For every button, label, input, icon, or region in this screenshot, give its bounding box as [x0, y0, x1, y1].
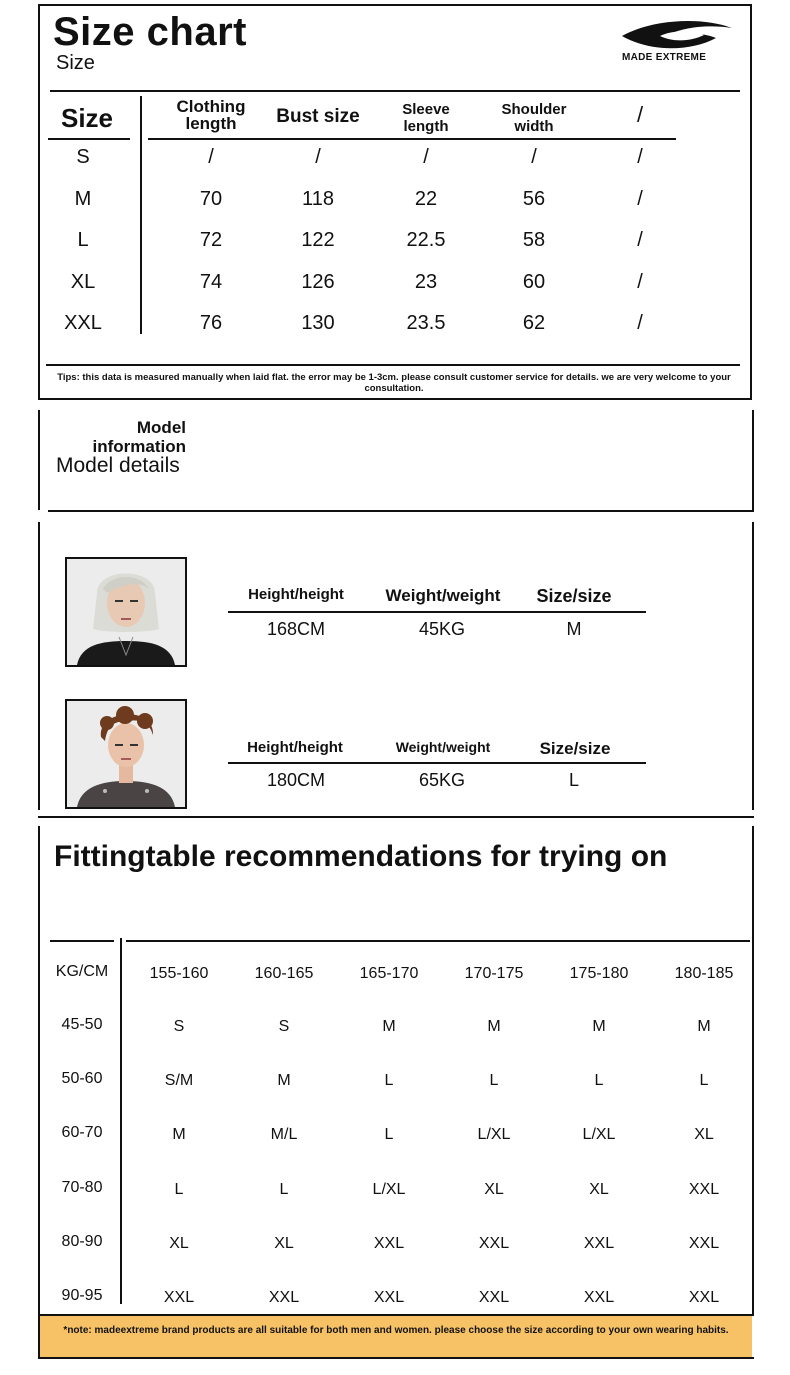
model-header-weight: Weight/weight [395, 739, 491, 755]
size-cell: / [423, 146, 429, 168]
size-cell: 60 [522, 271, 546, 293]
size-label: S [76, 146, 90, 168]
page-subtitle: Size [56, 52, 95, 74]
header-sleeve-length: Sleeve length [402, 101, 450, 135]
size-cell: / [637, 312, 643, 334]
divider [46, 364, 740, 366]
fitting-size-cell: XXL [688, 1181, 720, 1198]
divider [38, 522, 40, 810]
model-header-weight: Weight/weight [385, 586, 501, 605]
fitting-height-header: 160-165 [254, 965, 314, 982]
divider [48, 510, 754, 512]
divider [228, 762, 646, 764]
header-shoulder-width: Shoulder width [501, 101, 567, 135]
fitting-size-cell: XXL [478, 1289, 510, 1306]
fitting-height-header: 180-185 [674, 965, 734, 982]
size-cell: 62 [522, 312, 546, 334]
divider [140, 96, 142, 334]
fitting-size-cell: XL [694, 1126, 714, 1143]
fitting-size-cell: XXL [688, 1235, 720, 1252]
model-photo-female [65, 557, 187, 667]
divider [752, 826, 754, 1316]
fitting-size-cell: L [279, 1181, 289, 1198]
size-cell: 122 [301, 229, 335, 251]
fitting-size-cell: XL [169, 1235, 189, 1252]
size-cell: 22.5 [406, 229, 446, 251]
model-size-value: M [566, 619, 582, 639]
fitting-height-header: 165-170 [359, 965, 419, 982]
fitting-size-cell: L [384, 1072, 394, 1089]
fitting-weight-label: 50-60 [61, 1070, 103, 1087]
model-weight-value: 45KG [418, 619, 466, 639]
tips-text: Tips: this data is measured manually when laid flat. the error may be 1-3cm. please consult customer service for details. we are very welcome to your consultation. [57, 372, 731, 394]
size-cell: 118 [302, 188, 334, 210]
size-cell: / [208, 146, 214, 168]
fitting-size-cell: XL [484, 1181, 504, 1198]
divider [50, 90, 740, 92]
fitting-size-cell: M [592, 1018, 606, 1035]
divider [48, 138, 130, 140]
header-extra: / [636, 102, 644, 127]
model-header-height: Height/height [247, 739, 343, 756]
fitting-size-cell: XL [589, 1181, 609, 1198]
size-cell: / [531, 146, 537, 168]
fitting-size-cell: M [697, 1018, 711, 1035]
model-size-value: L [568, 770, 580, 790]
size-cell: 126 [301, 271, 335, 293]
size-cell: 22 [414, 188, 438, 210]
size-label: XXL [64, 312, 102, 334]
divider [120, 938, 122, 1304]
fitting-size-cell: L [174, 1181, 184, 1198]
fitting-title: Fittingtable recommendations for trying on [54, 840, 668, 873]
header-size: Size [60, 103, 114, 133]
fitting-size-cell: XXL [583, 1289, 615, 1306]
fitting-height-header: 170-175 [464, 965, 524, 982]
model-header-size: Size/size [539, 739, 611, 758]
fitting-size-cell: L [384, 1126, 394, 1143]
model-weight-value: 65KG [418, 770, 466, 790]
fitting-size-cell: S [278, 1018, 290, 1035]
size-cell: 23.5 [406, 312, 446, 334]
size-cell: / [637, 188, 643, 210]
fitting-size-cell: XXL [583, 1235, 615, 1252]
fitting-size-cell: XXL [163, 1289, 195, 1306]
header-bust-size: Bust size [276, 106, 360, 127]
fitting-size-cell: L [699, 1072, 709, 1089]
size-cell: / [315, 146, 321, 168]
note-banner: *note: madeextreme brand products are all suitable for both men and women. please choose the size according to your own wearing habits. [40, 1316, 752, 1358]
page-title: Size chart [53, 10, 247, 54]
size-cell: 56 [522, 188, 546, 210]
divider [750, 4, 752, 400]
divider [38, 1357, 754, 1359]
size-cell: 23 [414, 271, 438, 293]
size-label: XL [70, 271, 96, 293]
fitting-weight-label: 70-80 [61, 1179, 103, 1196]
divider [228, 611, 646, 613]
size-label: M [74, 188, 92, 210]
size-cell: 70 [199, 188, 223, 210]
fitting-height-header: 155-160 [149, 965, 209, 982]
model-header-size: Size/size [536, 586, 612, 606]
fitting-size-cell: L/XL [372, 1181, 406, 1198]
fitting-weight-label: 60-70 [61, 1124, 103, 1141]
size-cell: 74 [199, 271, 223, 293]
model-info-subtitle: Model details [56, 454, 180, 477]
fitting-size-cell: XXL [478, 1235, 510, 1252]
divider [50, 940, 114, 942]
divider [126, 940, 750, 942]
fitting-size-cell: XXL [373, 1289, 405, 1306]
divider [38, 410, 40, 510]
divider [38, 398, 752, 400]
model-height-value: 168CM [266, 619, 326, 639]
model-height-value: 180CM [266, 770, 326, 790]
fitting-size-cell: S [173, 1018, 185, 1035]
size-cell: 72 [199, 229, 223, 251]
size-cell: / [637, 229, 643, 251]
fitting-height-header: 175-180 [569, 965, 629, 982]
fitting-size-cell: XL [274, 1235, 294, 1252]
size-cell: 58 [522, 229, 546, 251]
brand-swoosh-icon [620, 18, 735, 52]
fitting-size-cell: M [382, 1018, 396, 1035]
divider [38, 826, 40, 1358]
model-photo-male [65, 699, 187, 809]
fitting-size-cell: S/M [164, 1072, 194, 1089]
header-clothing-length: Clothing length [176, 97, 246, 133]
fitting-weight-label: 90-95 [61, 1287, 103, 1304]
fitting-weight-label: 80-90 [61, 1233, 103, 1250]
fitting-size-cell: L/XL [477, 1126, 511, 1143]
fitting-size-cell: M/L [270, 1126, 298, 1143]
fitting-size-cell: L [594, 1072, 604, 1089]
model-portrait-female [67, 559, 185, 665]
divider [148, 138, 676, 140]
fitting-size-cell: XXL [268, 1289, 300, 1306]
fitting-size-cell: L [489, 1072, 499, 1089]
divider [38, 4, 752, 6]
divider [752, 410, 754, 510]
model-portrait-male [67, 701, 185, 807]
divider [752, 522, 754, 810]
divider [38, 4, 40, 400]
fitting-size-cell: XXL [373, 1235, 405, 1252]
fitting-corner-label: KG/CM [55, 963, 109, 980]
model-header-height: Height/height [248, 586, 344, 603]
size-cell: 76 [199, 312, 223, 334]
size-cell: 130 [301, 312, 335, 334]
size-cell: / [637, 271, 643, 293]
divider [38, 816, 754, 818]
fitting-size-cell: M [172, 1126, 186, 1143]
fitting-size-cell: XXL [688, 1289, 720, 1306]
brand-name: MADE EXTREME [622, 52, 707, 63]
fitting-size-cell: L/XL [582, 1126, 616, 1143]
size-cell: / [637, 146, 643, 168]
fitting-size-cell: M [277, 1072, 291, 1089]
size-label: L [77, 229, 89, 251]
fitting-weight-label: 45-50 [61, 1016, 103, 1033]
model-info-title: Model information [92, 418, 186, 456]
fitting-size-cell: M [487, 1018, 501, 1035]
